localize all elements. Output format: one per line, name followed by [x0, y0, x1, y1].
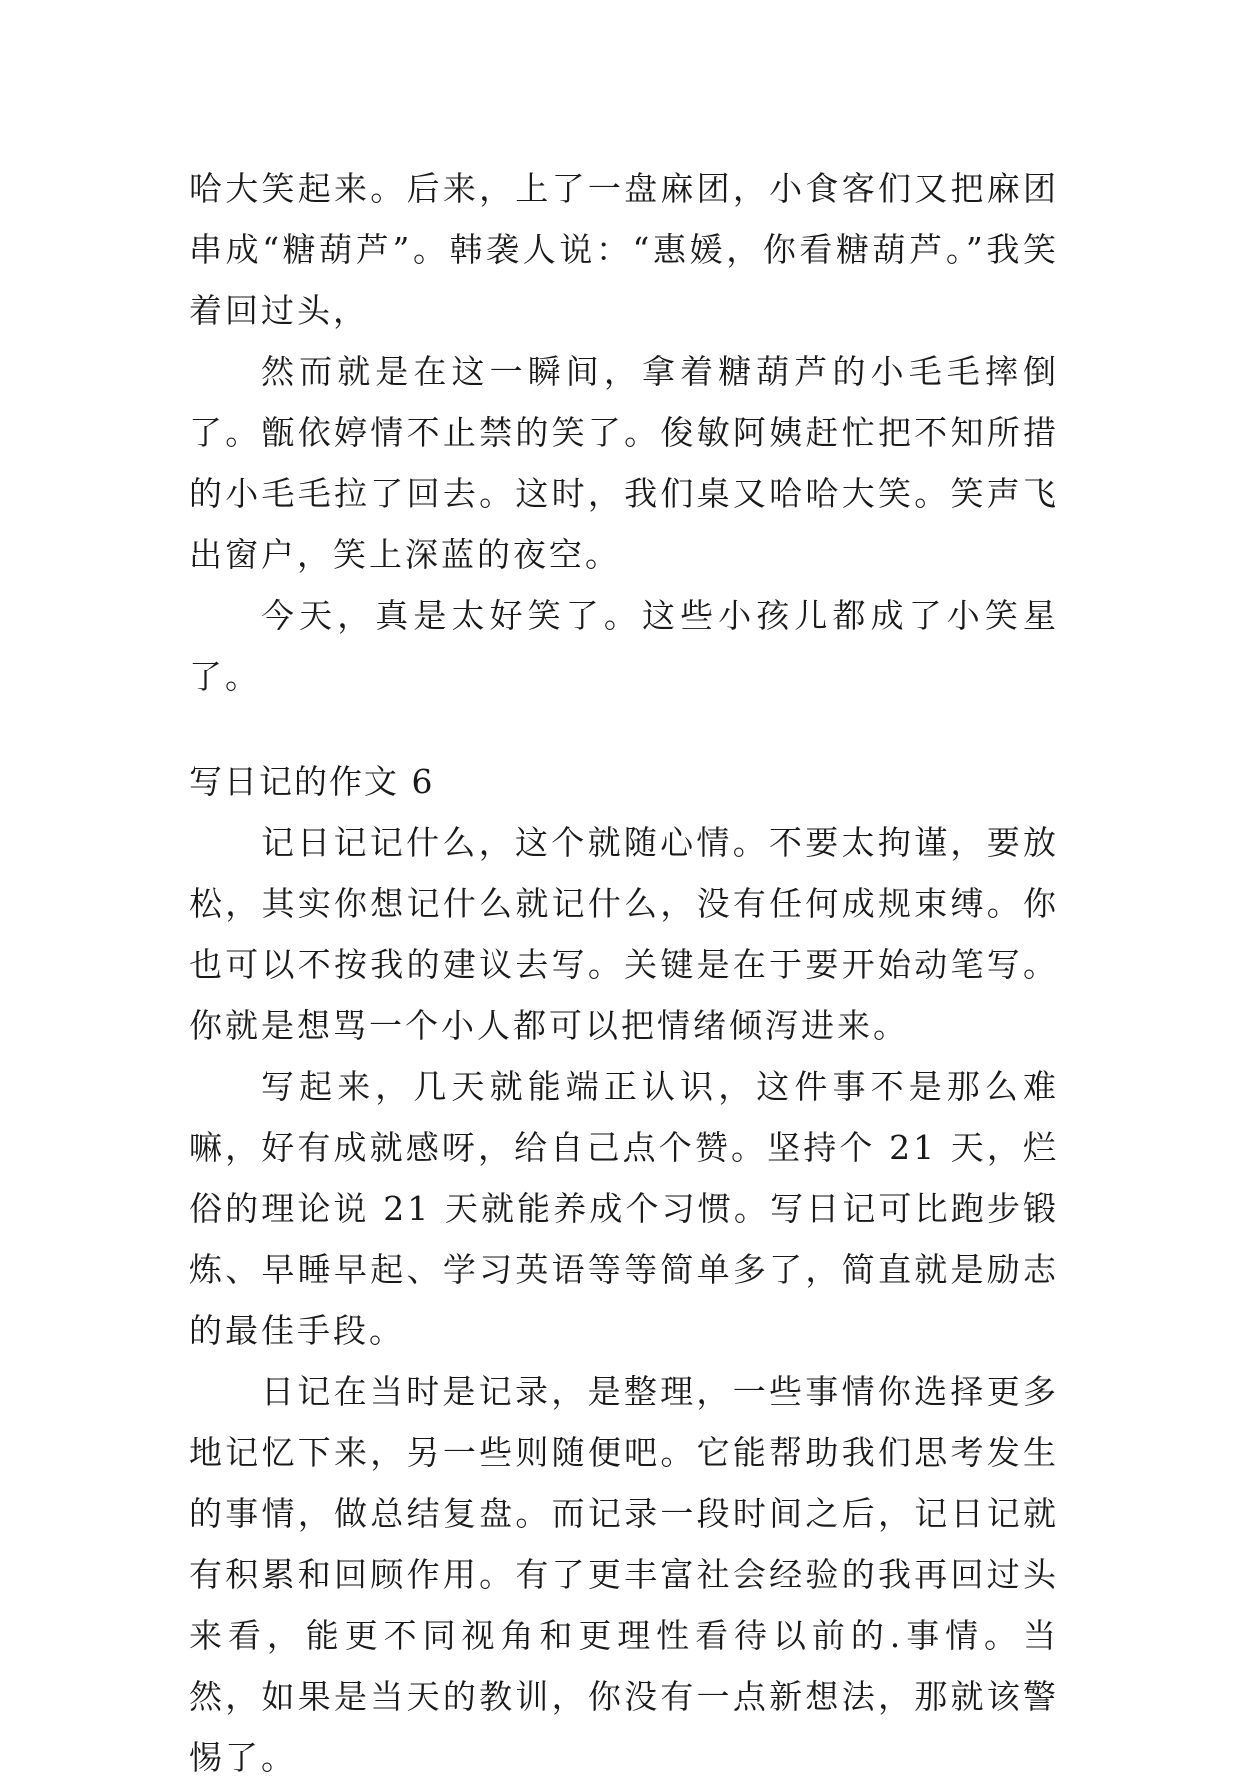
section-spacer — [189, 707, 1059, 751]
paragraph: 写起来，几天就能端正认识，这件事不是那么难嘛，好有成就感呀，给自己点个赞。坚持个 21 天，烂俗的理论说 21 天就能养成个习惯。写日记可比跑步锻炼、早睡早起、学习英语等等简单多了，简直就是励志的最佳手段。 — [189, 1067, 1059, 1350]
paragraph: 然而就是在这一瞬间，拿着糖葫芦的小毛毛摔倒了。甑依婷情不止禁的笑了。俊敏阿姨赶忙把不知所措的小毛毛拉了回去。这时，我们桌又哈哈大笑。笑声飞出窗户，笑上深蓝的夜空。 — [189, 352, 1059, 574]
section-heading: 写日记的作文 6 — [189, 762, 435, 801]
document-body — [189, 158, 1059, 1788]
paragraph: 记日记记什么，这个就随心情。不要太拘谨，要放松，其实你想记什么就记什么，没有任何成规束缚。你也可以不按我的建议去写。关键是在于要开始动笔写。你就是想骂一个小人都可以把情绪倾泻进来。 — [189, 823, 1059, 1045]
paragraph-continuation: 哈大笑起来。后来，上了一盘麻团，小食客们又把麻团串成“糖葫芦”。韩袭人说：“惠媛，你看糖葫芦。”我笑着回过头， — [189, 169, 1059, 330]
paragraph: 今天，真是太好笑了。这些小孩儿都成了小笑星了。 — [189, 596, 1059, 696]
paragraph: 日记在当时是记录，是整理，一些事情你选择更多地记忆下来，另一些则随便吧。它能帮助我们思考发生的事情，做总结复盘。而记录一段时间之后，记日记就有积累和回顾作用。有了更丰富社会经验的我再回过头来看，能更不同视角和更理性看待以前的.事情。当然，如果是当天的教训，你没有一点新想法，那就该警惕了。 — [189, 1372, 1059, 1777]
